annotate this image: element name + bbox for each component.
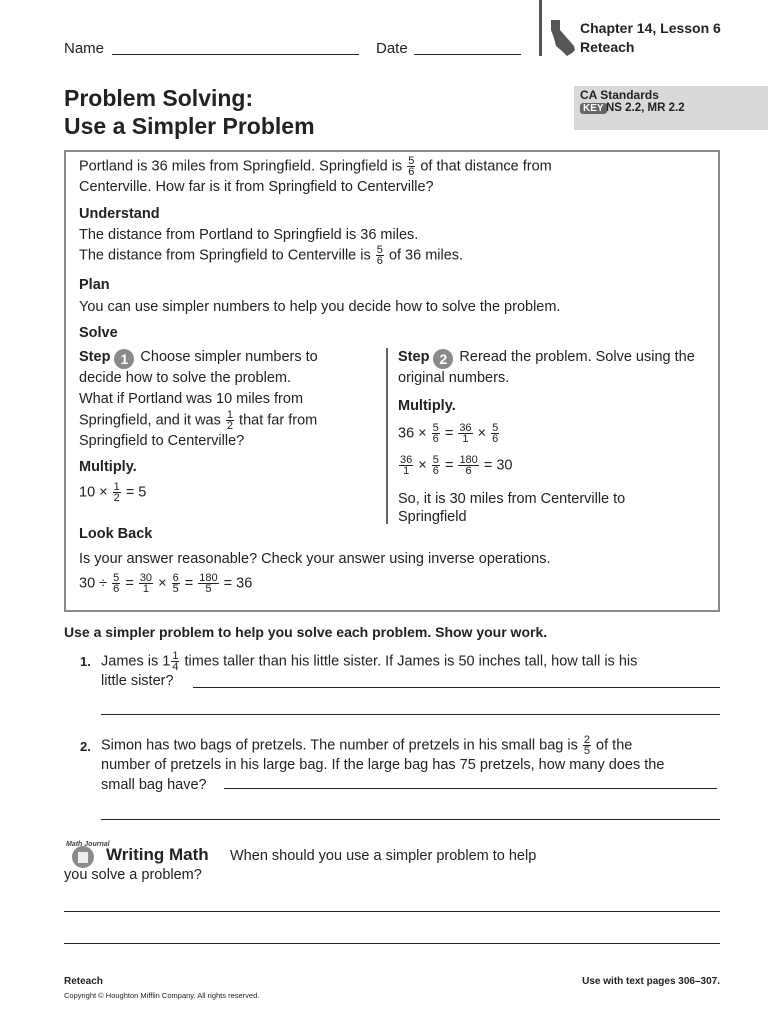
date-label: Date [376, 40, 408, 57]
problem-1-number: 1. [80, 654, 91, 669]
name-label: Name [64, 40, 105, 57]
date-field[interactable] [414, 54, 521, 55]
writing-math-title: Writing Math [106, 845, 209, 864]
fraction: $\frac{2}{5}$ [583, 734, 591, 757]
standards-heading: CA Standards [580, 88, 659, 102]
fraction: $\frac{36}{1}$ [400, 454, 413, 477]
solve-heading: Solve [79, 325, 118, 341]
step-2-multiply-heading: Multiply. [398, 398, 456, 414]
plan-text: You can use simpler numbers to help you decide how to solve the problem. [79, 299, 561, 315]
step-2-equation-2: $\frac{36}{1}$ × $\frac{5}{6}$ = $\frac{180}{6}$ = 30 [400, 454, 513, 477]
fraction: $\frac{1}{4}$ [172, 650, 179, 673]
step-1-line-5: Springfield to Centerville? [79, 433, 245, 449]
fraction: $\frac{180}{6}$ [459, 454, 478, 477]
problem-2-line-2: number of pretzels in his large bag. If the large bag has 75 pretzels, how many does the [101, 757, 665, 773]
problem-2-line-3: small bag have? [101, 777, 207, 793]
page-title-line-1: Problem Solving: [64, 85, 254, 111]
footer-pages: Use with text pages 306–307. [582, 976, 720, 987]
problem-1-line-2: little sister? [101, 673, 174, 689]
key-badge: KEY [580, 103, 607, 114]
standards-codes: NS 2.2, MR 2.2 [606, 102, 685, 114]
fraction: $\frac{180}{5}$ [199, 572, 218, 595]
chapter-lesson: Chapter 14, Lesson 6 [580, 20, 721, 36]
look-back-text: Is your answer reasonable? Check your answer using inverse operations. [79, 551, 551, 567]
writing-answer-line-1[interactable] [64, 911, 720, 912]
step-2-line-2: original numbers. [398, 370, 510, 386]
step-1-line-1: Step 1 Choose simpler numbers to [79, 349, 318, 367]
footer-label: Reteach [64, 976, 103, 987]
name-field[interactable] [112, 54, 359, 55]
writing-math-prompt-line-1: When should you use a simpler problem to help [230, 848, 537, 864]
problem-2-answer-line-2[interactable] [101, 819, 720, 820]
standards-panel [574, 86, 768, 130]
step-1-line-4: Springfield, and it was $\frac{1}{2}$ that far from [79, 409, 318, 432]
example-intro-line-1: Portland is 36 miles from Springfield. Springfield is $\frac{5}{6}$ of that distance from [79, 155, 552, 178]
writing-math-prompt-line-2: you solve a problem? [64, 867, 202, 883]
look-back-equation: 30 ÷ $\frac{5}{6}$ = $\frac{30}{1}$ × $\frac{6}{5}$ = $\frac{180}{5}$ = 36 [79, 572, 253, 595]
page-title-line-2: Use a Simpler Problem [64, 113, 315, 139]
plan-heading: Plan [79, 277, 110, 293]
instructions: Use a simpler problem to help you solve each problem. Show your work. [64, 624, 548, 640]
step-2-badge: 2 [433, 349, 453, 369]
fraction: $\frac{5}{6}$ [432, 422, 439, 445]
step-1-multiply-heading: Multiply. [79, 459, 137, 475]
problem-1-line-1: James is 1 $\frac{1}{4}$ times taller than his little sister. If James is 50 inches tall, how tall is his [101, 650, 638, 673]
step-divider [386, 348, 388, 524]
problem-2-number: 2. [80, 739, 91, 754]
problem-1-answer-line-2[interactable] [101, 714, 720, 715]
problem-2-answer-line-1[interactable] [224, 788, 717, 789]
fraction: $\frac{5}{6}$ [113, 572, 120, 595]
fraction: $\frac{30}{1}$ [139, 572, 153, 595]
understand-line-1: The distance from Portland to Springfield is 36 miles. [79, 227, 419, 243]
fraction: $\frac{1}{2}$ [113, 481, 120, 504]
step-1-equation: 10 × $\frac{1}{2}$ = 5 [79, 481, 147, 504]
step-1-line-3: What if Portland was 10 miles from [79, 391, 304, 407]
look-back-heading: Look Back [79, 526, 153, 542]
step-1-badge: 1 [114, 349, 134, 369]
understand-heading: Understand [79, 206, 160, 222]
california-map-icon [548, 18, 578, 58]
svg-text:Math Journal: Math Journal [66, 841, 110, 848]
fraction: $\frac{1}{2}$ [226, 409, 234, 432]
fraction: $\frac{6}{5}$ [172, 572, 179, 595]
fraction: $\frac{5}{6}$ [376, 244, 383, 267]
fraction: $\frac{5}{6}$ [432, 454, 439, 477]
step-2-conclusion-line-2: Springfield [398, 509, 467, 525]
understand-line-2: The distance from Springfield to Centerville is $\frac{5}{6}$ of 36 miles. [79, 244, 464, 267]
header-divider [539, 0, 542, 56]
problem-2-line-1: Simon has two bags of pretzels. The number of pretzels in his small bag is $\frac{2}{5}$ of the [101, 734, 633, 757]
copyright: Copyright © Houghton Mifflin Company. All rights reserved. [64, 991, 260, 1000]
worksheet-type: Reteach [580, 39, 635, 55]
problem-1-answer-line-1[interactable] [193, 687, 720, 688]
fraction: $\frac{5}{6}$ [408, 155, 415, 178]
step-1-line-2: decide how to solve the problem. [79, 370, 291, 386]
step-2-line-1: Step 2 Reread the problem. Solve using the [398, 349, 695, 367]
step-2-conclusion-line-1: So, it is 30 miles from Centerville to [398, 491, 626, 507]
fraction: $\frac{5}{6}$ [492, 422, 499, 445]
writing-answer-line-2[interactable] [64, 943, 720, 944]
example-intro-line-2: Centerville. How far is it from Springfield to Centerville? [79, 179, 434, 195]
step-2-equation-1: 36 × $\frac{5}{6}$ = $\frac{36}{1}$ × $\frac{5}{6}$ [398, 422, 499, 445]
fraction: $\frac{36}{1}$ [459, 422, 472, 445]
